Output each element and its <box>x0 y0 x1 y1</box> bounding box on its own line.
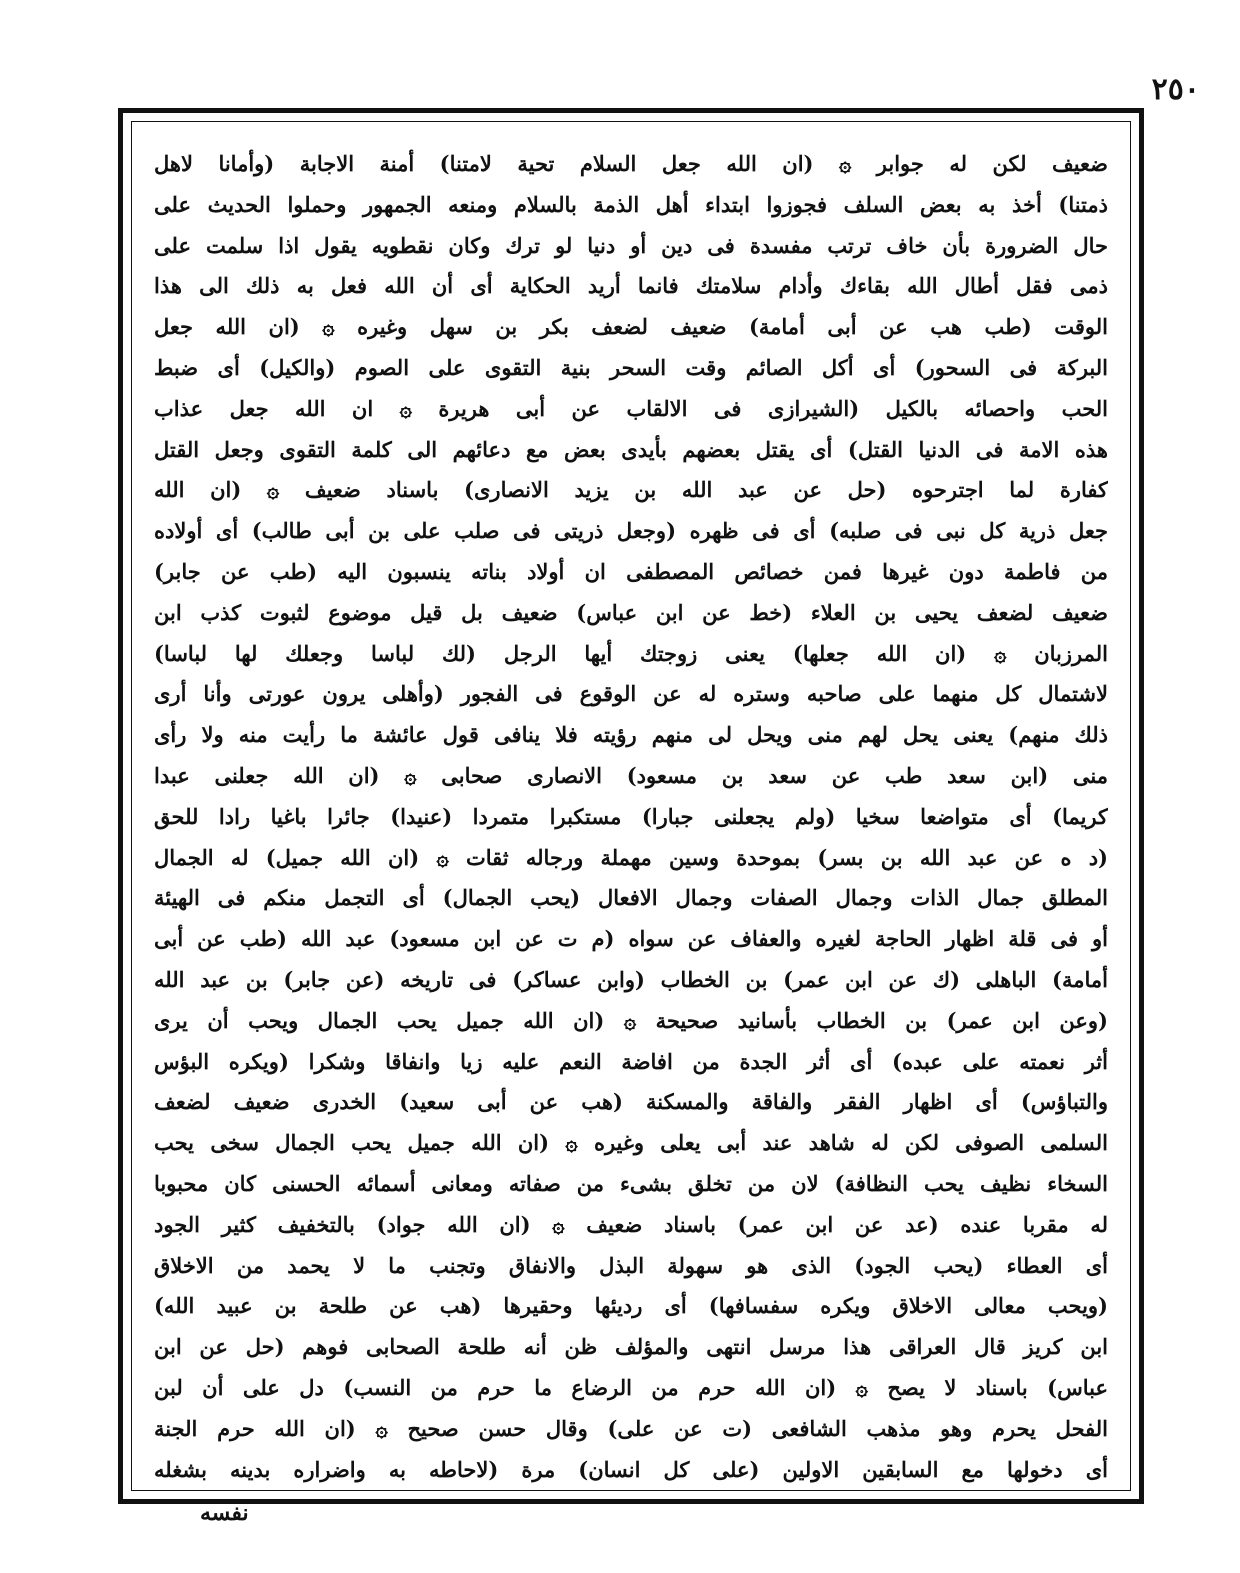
text-line: (ويحب معالى الاخلاق ويكره سفسافها) أى رديئها وحقيرها (هب عن طلحة بن عبيد الله) <box>154 1293 1108 1319</box>
text-line: السخاء نظيف يحب النظافة) لان من تخلق بشىء من صفاته ومعانى أسمائه الحسنى كان محبوبا <box>154 1170 1108 1196</box>
text-line: الفحل يحرم وهو مذهب الشافعى (ت عن على) وقال حسن صحيح ۞ (ان الله حرم الجنة <box>154 1415 1108 1441</box>
text-line: أثر نعمته على عبده) أى أثر الجدة من افاضة النعم عليه زيا وانفاقا وشكرا (ويكره البؤس <box>154 1048 1108 1074</box>
text-line: جعل ذرية كل نبى فى صلبه) أى فى ظهره (وجعل ذريتى فى صلب على بن أبى طالب) أى أولاده <box>154 518 1108 544</box>
text-line: (وعن ابن عمر) بن الخطاب بأسانيد صحيحة ۞ (ان الله جميل يحب الجمال ويحب أن يرى <box>154 1007 1108 1033</box>
text-line: أى دخولها مع السابقين الاولين (على كل انسان) مرة (لاحاطه به واضراره بدينه بشغله <box>154 1456 1108 1482</box>
text-line: ضعيف لضعف يحيى بن العلاء (خط عن ابن عباس) ضعيف بل قيل موضوع لثبوت كذب ابن <box>154 599 1108 625</box>
text-line: منى (ابن سعد طب عن سعد بن مسعود) الانصارى صحابى ۞ (ان الله جعلنى عبدا <box>154 762 1108 788</box>
text-line: الوقت (طب هب عن أبى أمامة) ضعيف لضعف بكر بن سهل وغيره ۞ (ان الله جعل <box>154 314 1108 340</box>
text-line: البركة فى السحور) أى أكل الصائم وقت السحر بنية التقوى على الصوم (والكيل) أى ضبط <box>154 354 1108 380</box>
page-number: ٢٥٠ <box>1151 72 1200 107</box>
text-line: لاشتمال كل منهما على صاحبه وستره له عن الوقوع فى الفجور (وأهلى يرون عورتى وأنا أرى <box>154 681 1108 707</box>
text-line: حال الضرورة بأن خاف ترتب مفسدة فى دين أو دنيا لو ترك وكان نقطويه يقول اذا سلمت على <box>154 232 1108 258</box>
text-line: السلمى الصوفى لكن له شاهد عند أبى يعلى وغيره ۞ (ان الله جميل يحب الجمال سخى يحب <box>154 1130 1108 1156</box>
text-line: كريما) أى متواضعا سخيا (ولم يجعلنى جبارا) مستكبرا متمردا (عنيدا) جائرا باغيا رادا للحق <box>154 803 1108 829</box>
text-line: ذمى فقل أطال الله بقاءك وأدام سلامتك فانما أريد الحكاية أى أن الله فعل به ذلك الى هذا <box>154 273 1108 299</box>
text-line: ضعيف لكن له جوابر ۞ (ان الله جعل السلام تحية لامتنا) أمنة الاجابة (وأمانا لاهل <box>154 151 1108 176</box>
text-line: أو فى قلة اظهار الحاجة لغيره والعفاف عن سواه (م ت عن ابن مسعود) عبد الله (طب عن أبى <box>154 926 1108 952</box>
catchword: نفسه <box>200 1500 249 1526</box>
text-line: عباس) باسناد لا يصح ۞ (ان الله حرم من الرضاع ما حرم من النسب) دل على أن لبن <box>154 1374 1108 1400</box>
text-line: ابن كريز قال العراقى هذا مرسل انتهى والمؤلف ظن أنه طلحة الصحابى فوهم (حل عن ابن <box>154 1334 1108 1360</box>
text-line: ذلك منهم) يعنى يحل لهم منى ويحل لى منهم رؤيته فلا ينافى قول عائشة ما رأيت منه ولا رأى <box>154 722 1108 748</box>
text-line: المطلق جمال الذات وجمال الصفات وجمال الافعال (يحب الجمال) أى التجمل منكم فى الهيئة <box>154 885 1108 911</box>
text-line: كفارة لما اجترحوه (حل عن عبد الله بن يزيد الانصارى) باسناد ضعيف ۞ (ان الله <box>154 477 1108 503</box>
text-line: والتباؤس) أى اظهار الفقر والفاقة والمسكنة (هب عن أبى سعيد) الخدرى ضعيف لضعف <box>154 1089 1108 1115</box>
text-line: ذمتنا) أخذ به بعض السلف فجوزوا ابتداء أهل الذمة بالسلام ومنعه الجمهور وحملوا الحديث على <box>154 191 1108 217</box>
page-frame-inner <box>131 121 1131 1491</box>
text-line: أمامة) الباهلى (ك عن ابن عمر) بن الخطاب (وابن عساكر) فى تاريخه (عن جابر) بن عبد الله <box>154 966 1108 992</box>
text-line: له مقربا عنده (عد عن ابن عمر) باسناد ضعيف ۞ (ان الله جواد) بالتخفيف كثير الجود <box>154 1211 1108 1237</box>
text-line: هذه الامة فى الدنيا القتل) أى يقتل بعضهم بأيدى بعض مع دعائهم الى كلمة التقوى وجعل القتل <box>154 436 1108 462</box>
text-line: أى العطاء (يحب الجود) الذى هو سهولة البذل والانفاق وتجنب ما لا يحمد من الاخلاق <box>154 1252 1108 1278</box>
text-line: (د ه عن عبد الله بن بسر) بموحدة وسين مهملة ورجاله ثقات ۞ (ان الله جميل) له الجمال <box>154 844 1108 870</box>
text-body <box>154 144 1108 1490</box>
text-line: المرزبان ۞ (ان الله جعلها) يعنى زوجتك أيها الرجل (لك لباسا وجعلك لها لباسا) <box>154 640 1108 666</box>
page-frame <box>118 108 1144 1504</box>
text-line: الحب واحصائه بالكيل (الشيرازى فى الالقاب عن أبى هريرة ۞ ان الله جعل عذاب <box>154 395 1108 421</box>
text-line: من فاطمة دون غيرها فمن خصائص المصطفى ان أولاد بناته ينسبون اليه (طب عن جابر) <box>154 558 1108 584</box>
